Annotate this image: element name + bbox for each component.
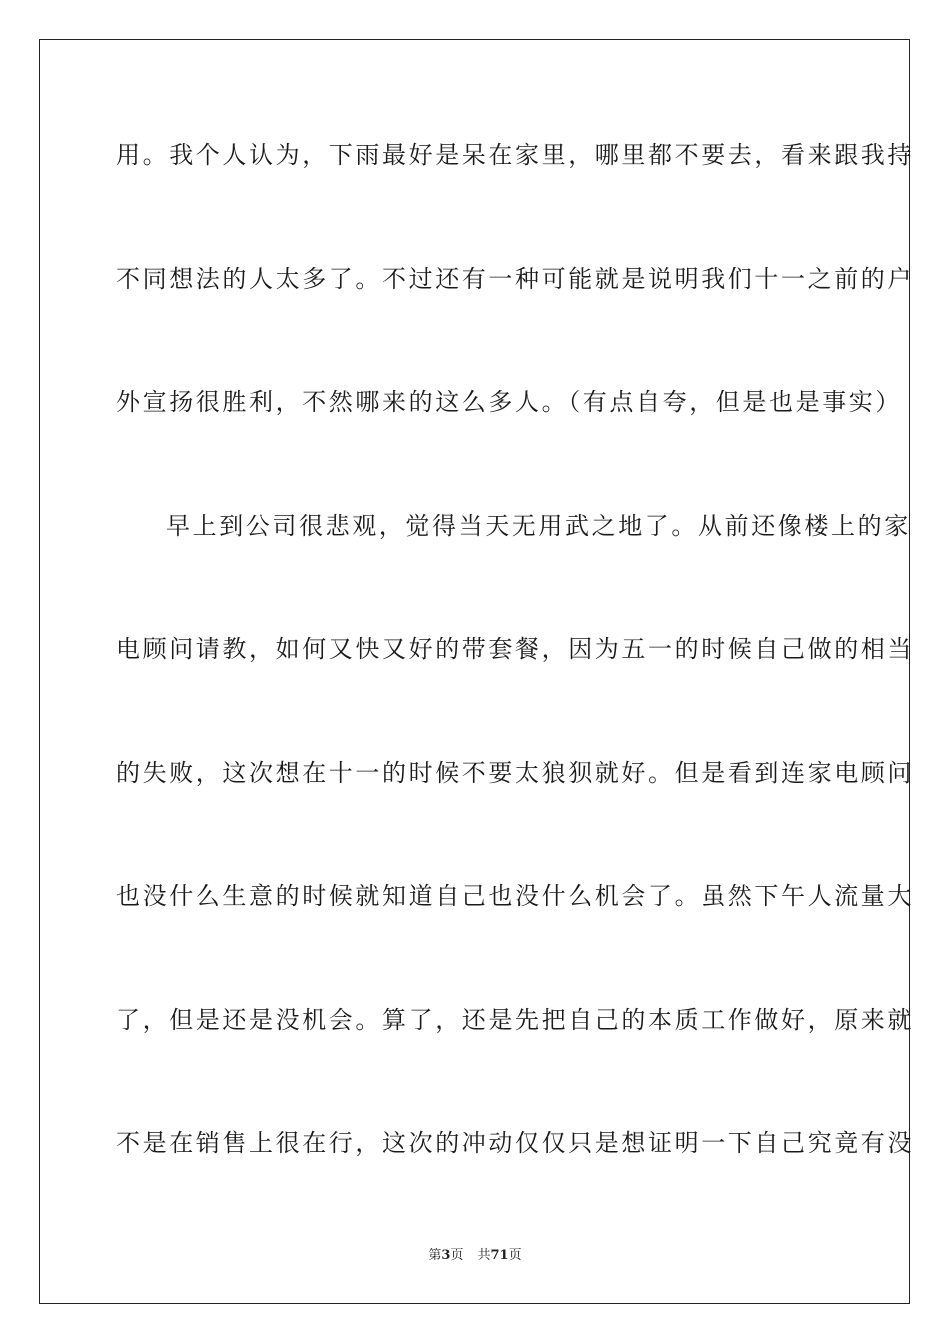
page-unit: 页 bbox=[450, 1248, 464, 1263]
text-line: 不是在销售上很在行，这次的冲动仅仅只是想证明一下自己究竟有没 bbox=[116, 1129, 914, 1157]
document-body bbox=[116, 124, 914, 1236]
text-line: 也没什么生意的时候就知道自己也没什么机会了。虽然下午人流量大 bbox=[116, 882, 914, 910]
page-prefix: 第 bbox=[428, 1248, 442, 1263]
text-line: 用。我个人认为，下雨最好是呆在家里，哪里都不要去，看来跟我持 bbox=[116, 141, 914, 169]
text-line: 了，但是还是没机会。算了，还是先把自己的本质工作做好，原来就 bbox=[116, 1005, 914, 1034]
total-page-count: 71 bbox=[490, 1248, 509, 1263]
paragraph-start-line: 早上到公司很悲观，觉得当天无用武之地了。从前还像楼上的家 bbox=[166, 511, 911, 540]
text-line: 电顾问请教，如何又快又好的带套餐，因为五一的时候自己做的相当 bbox=[116, 635, 914, 663]
text-line: 外宣扬很胜利，不然哪来的这么多人。（有点自夸，但是也是事实） bbox=[116, 388, 902, 416]
page-footer bbox=[0, 1246, 950, 1266]
text-line: 的失败，这次想在十一的时候不要太狼狈就好。但是看到连家电顾问 bbox=[116, 758, 914, 787]
current-page-number: 3 bbox=[441, 1248, 451, 1263]
total-unit: 页 bbox=[508, 1248, 522, 1263]
total-prefix: 共 bbox=[477, 1248, 491, 1263]
text-line: 不同想法的人太多了。不过还有一种可能就是说明我们十一之前的户 bbox=[116, 264, 914, 293]
